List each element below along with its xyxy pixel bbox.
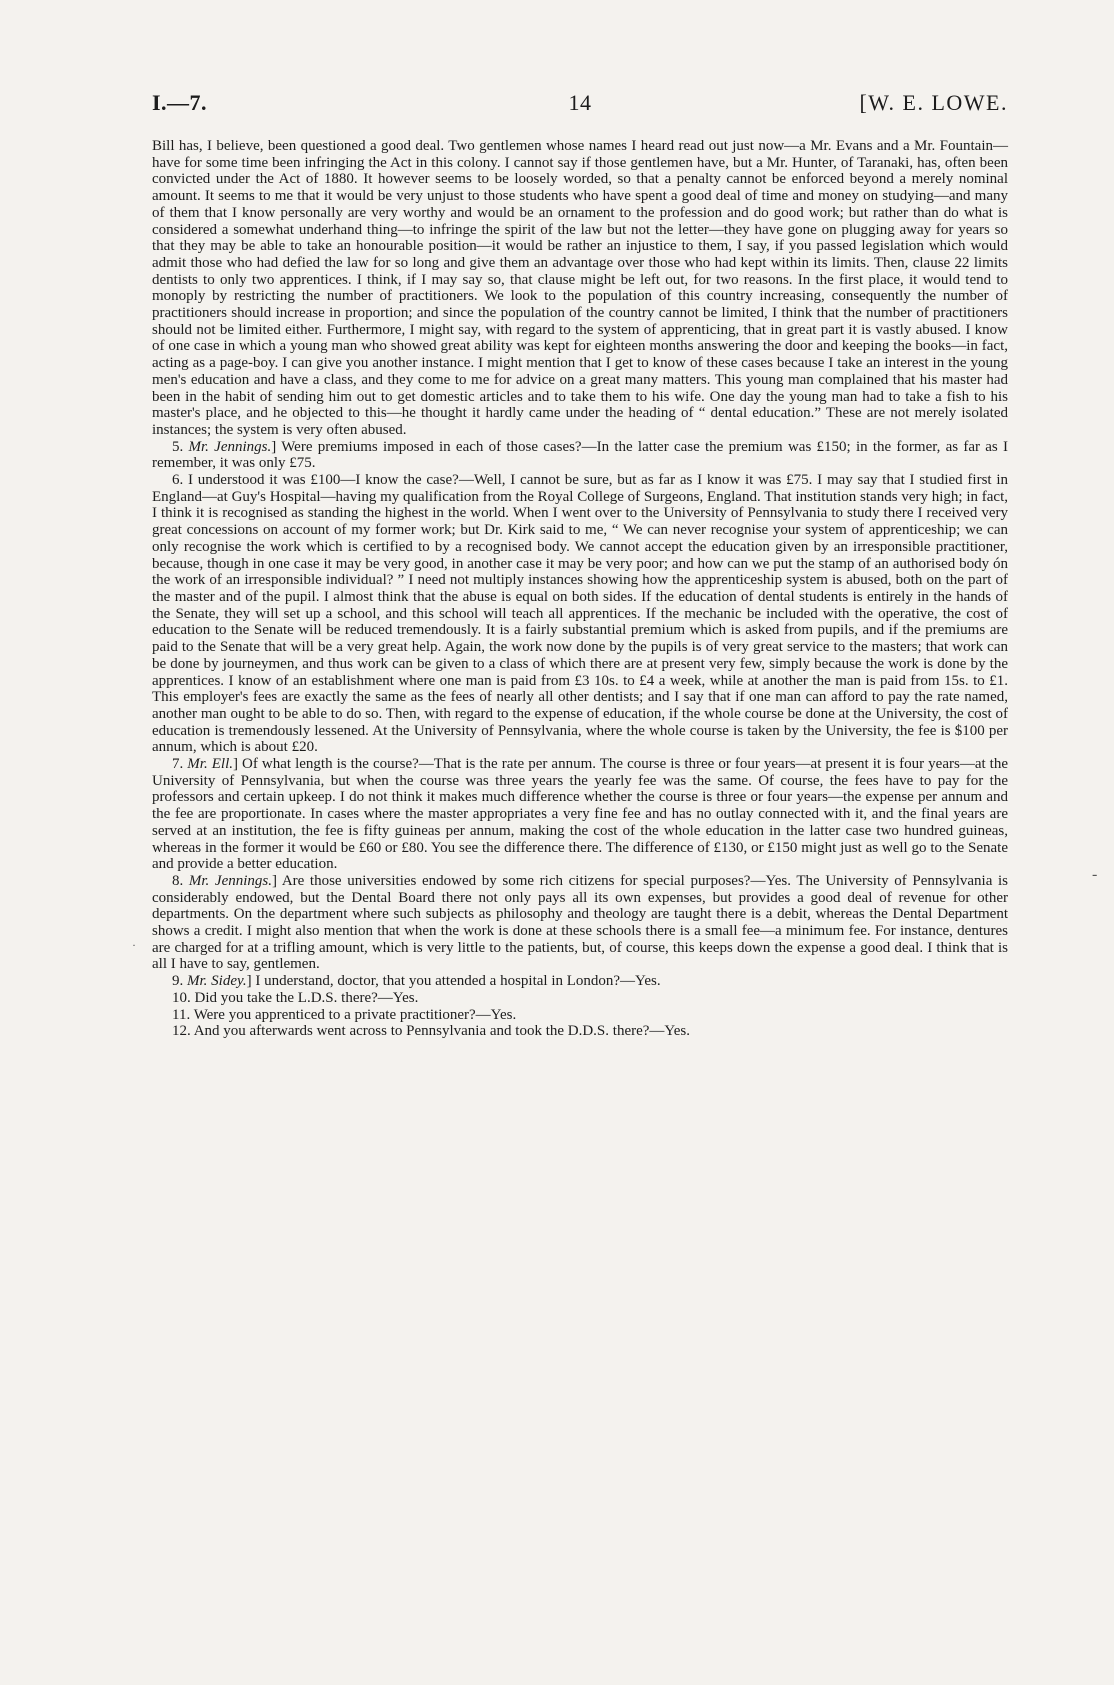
speaker-name: Mr. Sidey. [187, 973, 247, 990]
question-text: Of what length is the course?—That is the rate per annum. The course is three or four years—at present it is four years—at the University of Pennsylvania, but when the course was three years the yearly fee was the same. Of course, the fees have to pay for the professors and certain upkeep. I do not think it makes much difference whether the course is three or four years—the expense per annum and the fee are proportionate. In cases where the master appropriates a very fine fee and has no outlay connected with it, and the final years are served at an institution, the fee is fifty guineas per annum, making the cost of the whole education in the latter case two hundred guineas, whereas in the former it would be £60 or £80. You see the difference there. The difference of £130, or £150 might just as well go to the Senate and provide a better education. [152, 756, 1008, 873]
question-text: I understand, doctor, that you attended a hospital in London?—Yes. [255, 973, 661, 990]
question-number: 10. [172, 989, 191, 1006]
question-number: 6. [172, 472, 184, 489]
speaker-name: Mr. Ell. [187, 756, 233, 773]
question-number: 8. [172, 872, 184, 889]
paper-reference: I.—7. [152, 90, 208, 115]
question-text: And you afterwards went across to Pennsylvania and took the D.D.S. there?—Yes. [193, 1023, 690, 1040]
question-12 [152, 1023, 1008, 1040]
question-8: 8. Mr. Jennings.] Are those universities endowed by some rich citizens for special purposes?—Yes. The University of Pennsylvania is considerably endowed, but the Dental Board there not only pays all its own expenses, but provides a good deal of revenue for other departments. On the department where such subjects as philosophy and theology are taught there is a debit, whereas the Dental Department shows a credit. I might also mention that when the work is done at these schools there is a small fee—a minimum fee. For instance, dentures are charged for at a trifling amount, which is very little to the patients, but, of course, this keeps down the expense a good deal. I think that is all I have to say, gentlemen. [152, 872, 1009, 973]
paragraph-text: Bill has, I believe, been questioned a good deal. Two gentlemen whose names I heard read out just now—a Mr. Evans and a Mr. Fountain—have for some time been infringing the Act in this colony. I cannot say if those gentlemen have, but a Mr. Hunter, of Taranaki, has, often been convicted under the Act of 1880. It however seems to be loosely worded, so that a penalty cannot be enforced beyond a merely nominal amount. It seems to me that it would be very unjust to those students who have spent a good deal of time and money on studying—and many of them that I know personally are very worthy and would be an ornament to the profession and do good work; but rather than do what is considered a somewhat underhand thing—to infringe the spirit of the law but not the letter—they have gone on plugging away for years so that they may be able to take an honourable position—it would be rather an injustice to them, I say, if you passed legislation which would admit those who had defied the law for so long and give them an advantage over those who had kept within its limits. Then, clause 22 limits dentists to only two apprentices. I think, if I may say so, that clause might be left out, for two reasons. In the first place, it would tend to monoply by restricting the number of practitioners. We look to the population of this country increasing, consequently the number of practitioners should increase in proportion; and since the population of the country cannot be limited, I think that the number of practitioners should not be limited either. Furthermore, I might say, with regard to the system of apprenticing, that in great part it is vastly abused. I know of one case in which a young man who showed great ability was kept for eighteen months answering the door and keeping the books—in fact, acting as a page-boy. I can give you another instance. I might mention that I get to know of these cases because I take an interest in the young men's education and have a class, and they come to me for advice on a great many matters. This young man complained that his master had been in the habit of sending him out to get domestic articles and to take them to his wife. One day the young man had to take a fish to his master's place, and he objected to this—he thought it hardly came under the heading of “ dental education.” These are not merely isolated instances; the system is very often abused. [152, 138, 1008, 438]
question-6 [152, 472, 1008, 756]
speaker-name: Mr. Jennings. [188, 872, 273, 889]
question-number: 7. [172, 756, 184, 773]
question-text: Were you apprenticed to a private practitioner?—Yes. [193, 1006, 517, 1023]
question-9: 9. Mr. Sidey.] I understand, doctor, that you attended a hospital in London?—Yes. [172, 973, 661, 990]
question-11 [152, 1007, 1008, 1024]
speaker-name: Mr. Jennings. [188, 438, 272, 455]
question-7: 7. Mr. Ell.] Of what length is the course?—That is the rate per annum. The course is three or four years—at present it is four years—at the University of Pennsylvania, but when the course was three years the yearly fee was the same. Of course, the fees have to pay for the professors and certain upkeep. I do not think it makes much difference whether the course is three or four years—the expense per annum and the fee are proportionate. In cases where the master appropriates a very fine fee and has no outlay connected with it, and the final years are served at an institution, the fee is fifty guineas per annum, making the cost of the whole education in the latter case two hundred guineas, whereas in the former it would be £60 or £80. You see the difference there. The difference of £130, or £150 might just as well go to the Senate and provide a better education. [152, 756, 1008, 873]
question-text: Are those universities endowed by some rich citizens for special purposes?—Yes. The University of Pennsylvania is considerably endowed, but the Dental Board there not only pays all its own expenses, but provides a good deal of revenue for other departments. On the department where such subjects as philosophy and theology are taught there is a debit, whereas the Dental Department shows a credit. I might also mention that when the work is done at these schools there is a small fee—a minimum fee. For instance, dentures are charged for at a trifling amount, which is very little to the patients, but, of course, this keeps down the expense a good deal. I think that is all I have to say, gentlemen. [152, 872, 1009, 973]
question-text: Were premiums imposed in each of those cases?—In the latter case the premium was £150; in the former, as far as I remember, it was only £75. [152, 438, 1008, 472]
page-number: 14 [568, 90, 592, 115]
page-header [152, 90, 1008, 122]
question-number: 11. [172, 1006, 191, 1023]
question-text: Did you take the L.D.S. there?—Yes. [194, 989, 419, 1006]
margin-dot-mark: · [132, 938, 136, 952]
evidence-text [152, 138, 1008, 1040]
paragraph-continuation [152, 138, 1008, 439]
question-5: 5. Mr. Jennings.] Were premiums imposed in each of those cases?—In the latter case the premium was £150; in the former, as far as I remember, it was only £75. [152, 438, 1008, 472]
witness-name: [W. E. LOWE. [859, 90, 1008, 115]
question-number: 5. [172, 438, 184, 455]
question-text: I understood it was £100—I know the case?—Well, I cannot be sure, but as far as I know it was £75. I may say that I studied first in England—at Guy's Hospital—having my qualification from the Royal College of Surgeons, England. That institution stands very high; in fact, I think it is recognised as standing the highest in the world. When I went over to the University of Pennsylvania to study there I received very great concessions on account of my former work; but Dr. Kirk said to me, “ We can never recognise your system of apprenticeship; we can only recognise the work which is certified to by a recognised body. We cannot accept the education given by an irresponsible practitioner, because, though in one case it may be very good, in another case it may be very poor; and how can we put the stamp of an authorised body ón the work of an irresponsible individual? ” I need not multiply instances showing how the apprenticeship system is abused, both on the part of the master and of the pupil. I almost think that the abuse is equal on both sides. If the education of dental students is entirely in the hands of the Senate, they will set up a school, and this school will teach all apprentices. If the mechanic be included with the operative, the cost of education to the Senate will be reduced tremendously. It is a fairly substantial premium which is asked from pupils, and if the premiums are paid to the Senate that will be a very great help. Again, the work now done by the pupils is of very great service to the masters; that work can be done by journeymen, and thus work can be given to a class of which there are at present very few, simply because the work is done by the apprentices. I know of an establishment where one man is paid from £3 10s. to £4 a week, while at another the man is paid from 15s. to £1. This employer's fees are exactly the same as the fees of nearly all other dentists; and I say that if one man can afford to pay the rate named, another man ought to be able to do so. Then, with regard to the expense of education, if the whole course be done at the University, the cost of education is tremendously lessened. At the University of Pennsylvania, where the whole course is taken by the University, the fee is $100 per annum, which is about £20. [152, 472, 1009, 756]
question-10 [152, 990, 1008, 1007]
question-number: 12. [172, 1023, 191, 1040]
margin-dash-mark: - [1092, 866, 1098, 883]
question-number: 9. [172, 973, 184, 990]
